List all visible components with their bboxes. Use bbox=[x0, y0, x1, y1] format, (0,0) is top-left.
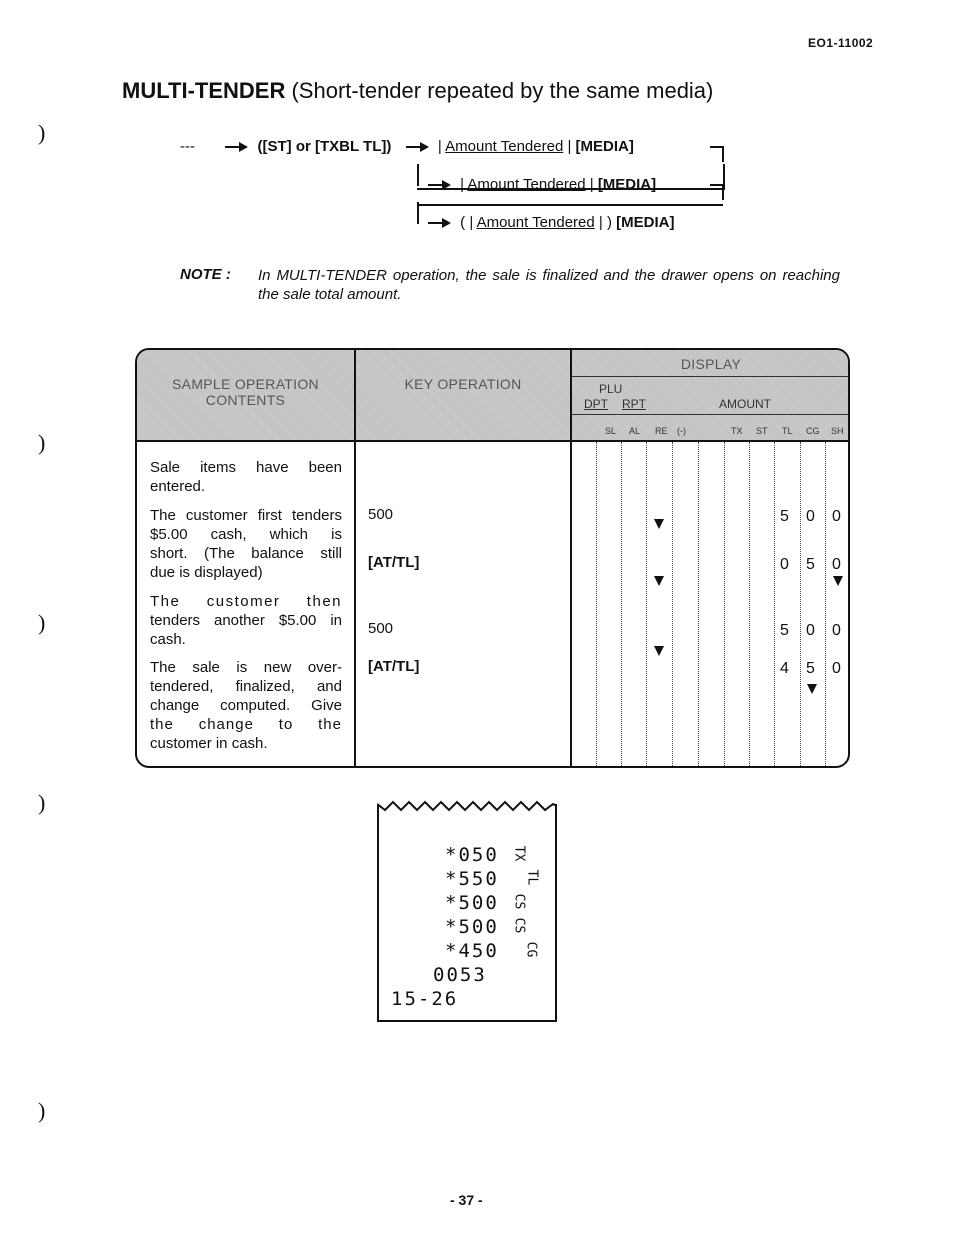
receipt bbox=[377, 804, 557, 1022]
display-digit: 5 bbox=[806, 556, 815, 573]
row4-line4: the change to the bbox=[150, 716, 342, 733]
row4-line2: tendered, finalized, and bbox=[150, 678, 342, 695]
display-column-guide bbox=[774, 442, 775, 768]
display-digit: 0 bbox=[832, 660, 841, 677]
loop-bracket bbox=[710, 184, 724, 200]
sequence-line-1 bbox=[180, 138, 634, 155]
binder-mark: ) bbox=[38, 790, 46, 815]
row3-line1: The customer then bbox=[150, 593, 342, 610]
media-key-1: [MEDIA] bbox=[575, 138, 634, 155]
header-dpt: DPT bbox=[584, 397, 608, 411]
row1-line1: Sale items have been bbox=[150, 459, 342, 476]
header-plu: PLU bbox=[599, 382, 623, 396]
row2-line1: The customer first tenders bbox=[150, 507, 342, 524]
display-digit: 0 bbox=[832, 622, 841, 639]
bar-glyph: | bbox=[567, 138, 572, 155]
cursor-marker-icon bbox=[833, 576, 843, 586]
display-column-guide bbox=[672, 442, 673, 768]
display-column-guide bbox=[825, 442, 826, 768]
cursor-marker-icon bbox=[654, 646, 664, 656]
row1-contents bbox=[150, 458, 342, 496]
receipt-line: 15-26 bbox=[391, 988, 459, 1010]
indicator-tl: TL bbox=[782, 426, 793, 436]
display-digit: 5 bbox=[806, 660, 815, 677]
display-digit: 5 bbox=[780, 622, 789, 639]
indicator-al: AL bbox=[629, 426, 641, 436]
cursor-marker-icon bbox=[807, 684, 817, 694]
receipt-symbol: CG bbox=[523, 941, 539, 958]
row2-key-attl: [AT/TL] bbox=[368, 554, 420, 571]
loop-return-line bbox=[417, 202, 723, 206]
binder-mark: ) bbox=[38, 120, 46, 145]
operation-table bbox=[135, 348, 850, 768]
display-column-guide bbox=[646, 442, 647, 768]
row1-line2: entered. bbox=[150, 478, 206, 495]
binder-mark: ) bbox=[38, 610, 46, 635]
row4-key-attl: [AT/TL] bbox=[368, 658, 420, 675]
header-rpt: RPT bbox=[622, 397, 646, 411]
display-digit: 0 bbox=[832, 508, 841, 525]
bar-glyph: | bbox=[460, 176, 465, 193]
display-column-guide bbox=[621, 442, 622, 768]
media-key-3: [MEDIA] bbox=[616, 214, 675, 231]
close-paren: ) bbox=[606, 214, 612, 231]
display-digit: 0 bbox=[806, 622, 815, 639]
display-column-guide bbox=[800, 442, 801, 768]
display-digit: 0 bbox=[832, 556, 841, 573]
display-digit: 5 bbox=[780, 508, 789, 525]
row4-line1: The sale is new over- bbox=[150, 659, 342, 676]
sequence-line-2 bbox=[428, 176, 656, 193]
document-id: EO1-11002 bbox=[808, 36, 874, 50]
header-amount: AMOUNT bbox=[719, 397, 771, 411]
arrow-icon bbox=[428, 218, 452, 228]
receipt-line: *500 bbox=[445, 892, 499, 914]
row4-line5: customer in cash. bbox=[150, 735, 268, 752]
sequence-line-3 bbox=[428, 214, 674, 231]
indicator-sl: SL bbox=[605, 426, 617, 436]
indicator-tx: TX bbox=[731, 426, 743, 436]
row2-line3: short. (The balance still bbox=[150, 545, 342, 562]
page-number: - 37 - bbox=[450, 1192, 483, 1208]
title-subtitle: (Short-tender repeated by the same media) bbox=[291, 78, 714, 103]
row3-line2: tenders another $5.00 in bbox=[150, 612, 342, 629]
row2-key-500: 500 bbox=[368, 506, 394, 523]
row2-contents bbox=[150, 506, 342, 582]
receipt-line: *500 bbox=[445, 916, 499, 938]
media-key-2: [MEDIA] bbox=[597, 176, 657, 193]
display-digit: 0 bbox=[806, 508, 815, 525]
receipt-line: *550 bbox=[445, 868, 499, 890]
column-divider bbox=[354, 350, 356, 768]
indicator-cg: CG bbox=[806, 426, 820, 436]
page-title bbox=[122, 78, 713, 104]
display-column-guide bbox=[724, 442, 725, 768]
indicator-sh: SH bbox=[831, 426, 844, 436]
note-text: In MULTI-TENDER operation, the sale is finalized and the drawer opens on reaching the sale total amount. bbox=[258, 267, 840, 303]
indicator-minus: (-) bbox=[677, 426, 686, 436]
receipt-line: *450 bbox=[445, 940, 499, 962]
header-key-operation: KEY OPERATION bbox=[404, 376, 522, 392]
cursor-marker-icon bbox=[654, 576, 664, 586]
arrow-icon bbox=[225, 142, 249, 152]
row3-line3: cash. bbox=[150, 631, 186, 648]
receipt-symbol: TL bbox=[524, 869, 540, 886]
arrow-icon bbox=[406, 142, 430, 152]
receipt-line: *050 bbox=[445, 844, 499, 866]
display-indicator-divider bbox=[572, 414, 850, 415]
bar-glyph: | bbox=[598, 214, 603, 231]
display-column-guide bbox=[749, 442, 750, 768]
display-sub-divider bbox=[572, 376, 850, 377]
indicator-st: ST bbox=[756, 426, 768, 436]
display-digit: 4 bbox=[780, 660, 789, 677]
cursor-marker-icon bbox=[654, 519, 664, 529]
indicator-re: RE bbox=[655, 426, 668, 436]
amount-tendered-1: Amount Tendered bbox=[445, 138, 564, 155]
display-column-guide bbox=[698, 442, 699, 768]
receipt-symbol: CS bbox=[511, 917, 527, 934]
display-digit: 0 bbox=[780, 556, 789, 573]
row2-line4: due is displayed) bbox=[150, 564, 263, 581]
header-display: DISPLAY bbox=[680, 356, 742, 372]
bar-glyph: | bbox=[589, 176, 594, 193]
bar-glyph: | bbox=[469, 214, 474, 231]
header-bottom-line bbox=[137, 440, 850, 442]
arrow-icon bbox=[428, 180, 452, 190]
receipt-line: 0053 bbox=[433, 964, 487, 986]
header-sample-operation bbox=[137, 376, 354, 408]
note-label: NOTE : bbox=[180, 266, 231, 283]
loop-bracket bbox=[710, 146, 724, 162]
header-sample-line1: SAMPLE OPERATION bbox=[172, 376, 319, 392]
display-column-guide bbox=[596, 442, 597, 768]
bar-glyph: | bbox=[437, 138, 442, 155]
row4-line3: change computed. Give bbox=[150, 697, 342, 714]
header-sample-line2: CONTENTS bbox=[205, 392, 286, 408]
row2-line2: $5.00 cash, which is bbox=[150, 526, 342, 543]
row4-contents bbox=[150, 658, 342, 753]
column-divider bbox=[570, 350, 572, 768]
sequence-start: ([ST] or [TXBL TL]) bbox=[257, 138, 392, 155]
amount-tendered-3: Amount Tendered bbox=[476, 214, 595, 231]
row3-contents bbox=[150, 592, 342, 649]
receipt-symbol: TX bbox=[511, 845, 527, 862]
binder-mark: ) bbox=[38, 1098, 46, 1123]
open-paren: ( bbox=[460, 214, 466, 231]
title-main: MULTI-TENDER bbox=[122, 78, 286, 103]
amount-tendered-2: Amount Tendered bbox=[467, 176, 586, 193]
sequence-lead: --- bbox=[180, 138, 195, 155]
row3-key-500: 500 bbox=[368, 620, 394, 637]
receipt-symbol: CS bbox=[511, 893, 527, 910]
binder-mark: ) bbox=[38, 430, 46, 455]
